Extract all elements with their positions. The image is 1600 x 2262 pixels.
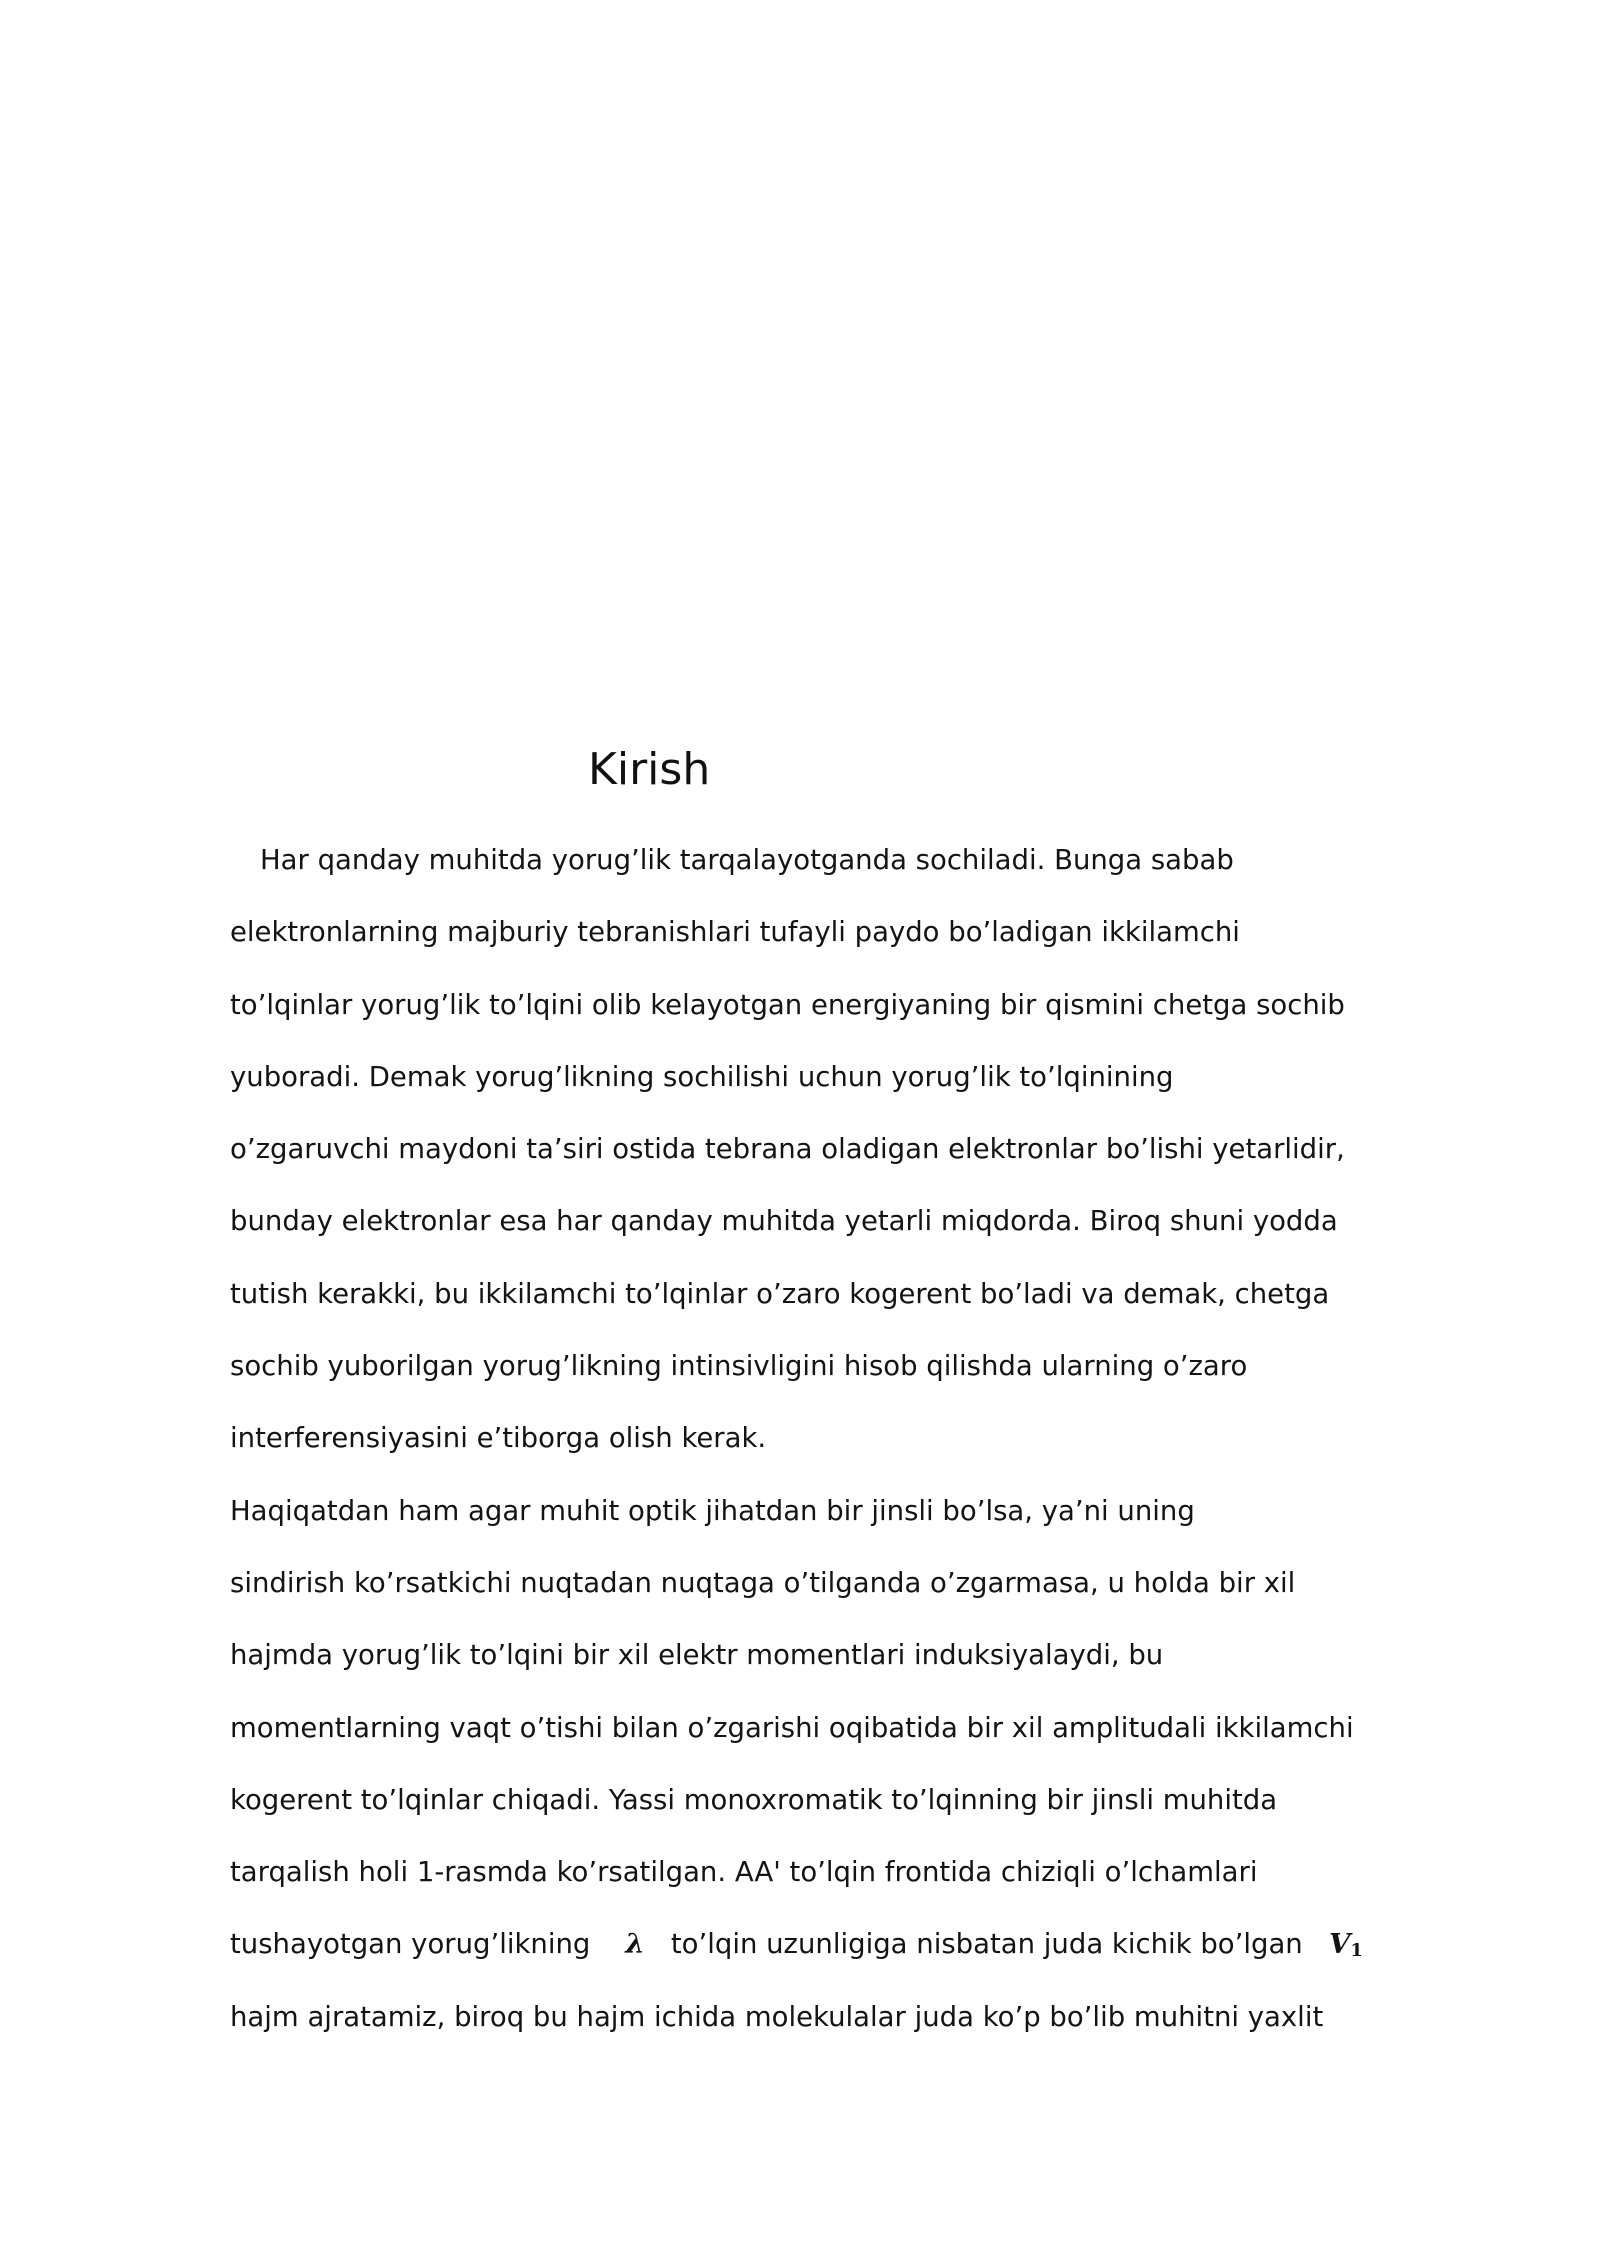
paragraph-line: hajm ajratamiz, biroq bu hajm ichida molekulalar juda ko’p bo’lib muhitni yaxlit xyxy=(230,2000,1324,2033)
paragraph-line: to’lqinlar yorug’lik to’lqini olib kelayotgan energiyaning bir qismini chetga sochib xyxy=(230,988,1345,1021)
paragraph-line: hajmda yorug’lik to’lqini bir xil elektr momentlari induksiyalaydi, bu xyxy=(230,1639,1164,1672)
body-text xyxy=(230,824,1363,2053)
volume-symbol xyxy=(1329,1928,1363,1960)
paragraph-line: tutish kerakki, bu ikkilamchi to’lqinlar o’zaro kogerent bo’ladi va demak, chetga xyxy=(230,1277,1330,1310)
paragraph-line: kogerent to’lqinlar chiqadi. Yassi monoxromatik to’lqinning bir jinsli muhitda xyxy=(230,1783,1278,1816)
paragraph-line: o’zgaruvchi maydoni ta’siri ostida tebrana oladigan elektronlar bo’lishi yetarlidir, xyxy=(230,1133,1345,1166)
volume-letter: V xyxy=(1328,1928,1351,1961)
page-title: Kirish xyxy=(588,744,711,795)
lambda-symbol: λ xyxy=(625,1928,645,1961)
line-text-part: tushayotgan yorug’likning xyxy=(230,1928,591,1961)
paragraph-line: bunday elektronlar esa har qanday muhitda yetarli miqdorda. Biroq shuni yodda xyxy=(230,1205,1338,1238)
paragraph-line: yuboradi. Demak yorug’likning sochilishi uchun yorug’lik to’lqinining xyxy=(230,1060,1174,1093)
paragraph-line: Har qanday muhitda yorug’lik tarqalayotganda sochiladi. Bunga sabab xyxy=(260,844,1234,876)
paragraph-line: Haqiqatdan ham agar muhit optik jihatdan bir jinsli bo’lsa, ya’ni uning xyxy=(230,1494,1195,1527)
paragraph-line: tarqalish holi 1-rasmda ko’rsatilgan. AA' to’lqin frontida chiziqli o’lchamlari xyxy=(230,1856,1258,1889)
line-text-part: to’lqin uzunligiga nisbatan juda kichik bo’lgan xyxy=(670,1928,1303,1961)
paragraph-line: sochib yuborilgan yorug’likning intinsivligini hisob qilishda ularning o’zaro xyxy=(230,1350,1248,1383)
paragraph-line: momentlarning vaqt o’tishi bilan o’zgarishi oqibatida bir xil amplitudali ikkilamchi xyxy=(230,1711,1354,1744)
paragraph-line-with-symbols xyxy=(230,1908,1363,1980)
paragraph-line: elektronlarning majburiy tebranishlari tufayli paydo bo’ladigan ikkilamchi xyxy=(230,916,1240,949)
volume-subscript: 1 xyxy=(1350,1940,1363,1962)
paragraph-line: interferensiyasini e’tiborga olish kerak. xyxy=(230,1422,767,1455)
paragraph-line: sindirish ko’rsatkichi nuqtadan nuqtaga o’tilganda o’zgarmasa, u holda bir xil xyxy=(230,1566,1296,1599)
